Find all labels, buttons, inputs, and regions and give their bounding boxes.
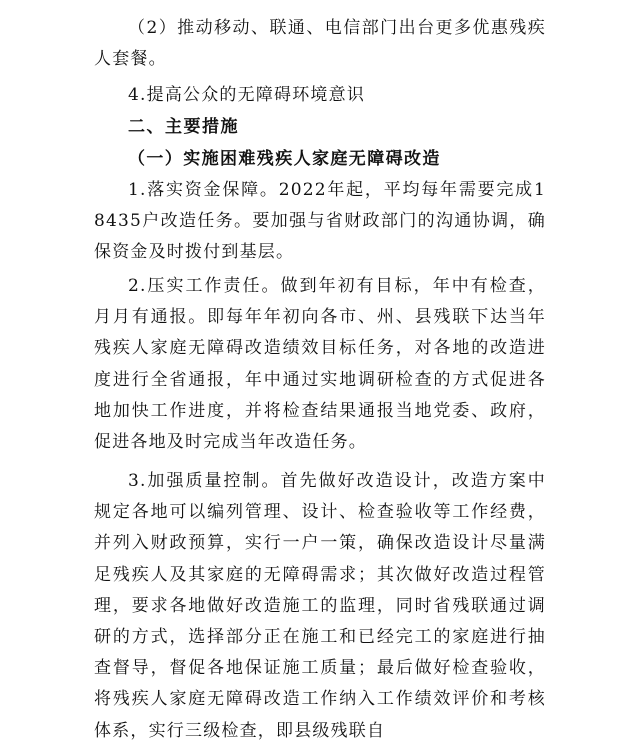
paragraph-funding: 1.落实资金保障。2022年起，平均每年需要完成18435户改造任务。要加强与省财政部门的沟通协调，确保资金及时拨付到基层。 xyxy=(94,180,546,263)
paragraph-telecom-packages: （2）推动移动、联通、电信部门出台更多优惠残疾人套餐。 xyxy=(94,18,546,70)
section-heading-main-measures: 二、主要措施 xyxy=(128,117,239,137)
subsection-heading-renovation: （一）实施困难残疾人家庭无障碍改造 xyxy=(128,149,441,169)
paragraph-responsibility: 2.压实工作责任。做到年初有目标，年中有检查，月月有通报。即每年年初向各市、州、县残联下达当年残疾人家庭无障碍改造绩效目标任务，对各地的改造进度进行全省通报，年中通过实地调研检查的方式促进各地加快工作进度，并将检查结果通报当地党委、政府，促进各地及时完成当年改造任务。 xyxy=(94,276,546,453)
paragraph-quality-control: 3.加强质量控制。首先做好改造设计，改造方案中规定各地可以编列管理、设计、检查验收等工作经费，并列入财政预算，实行一户一策，确保改造设计尽量满足残疾人及其家庭的无障碍需求；其次做好改造过程管理，要求各地做好改造施工的监理，同时省残联通过调研的方式，选择部分正在施工和已经完工的家庭进行抽查督导，督促各地保证施工质量；最后做好检查验收，将残疾人家庭无障碍改造工作纳入工作绩效评价和考核体系，实行三级检查，即县级残联自 xyxy=(94,471,546,741)
heading-public-awareness: 4.提高公众的无障碍环境意识 xyxy=(128,85,366,105)
